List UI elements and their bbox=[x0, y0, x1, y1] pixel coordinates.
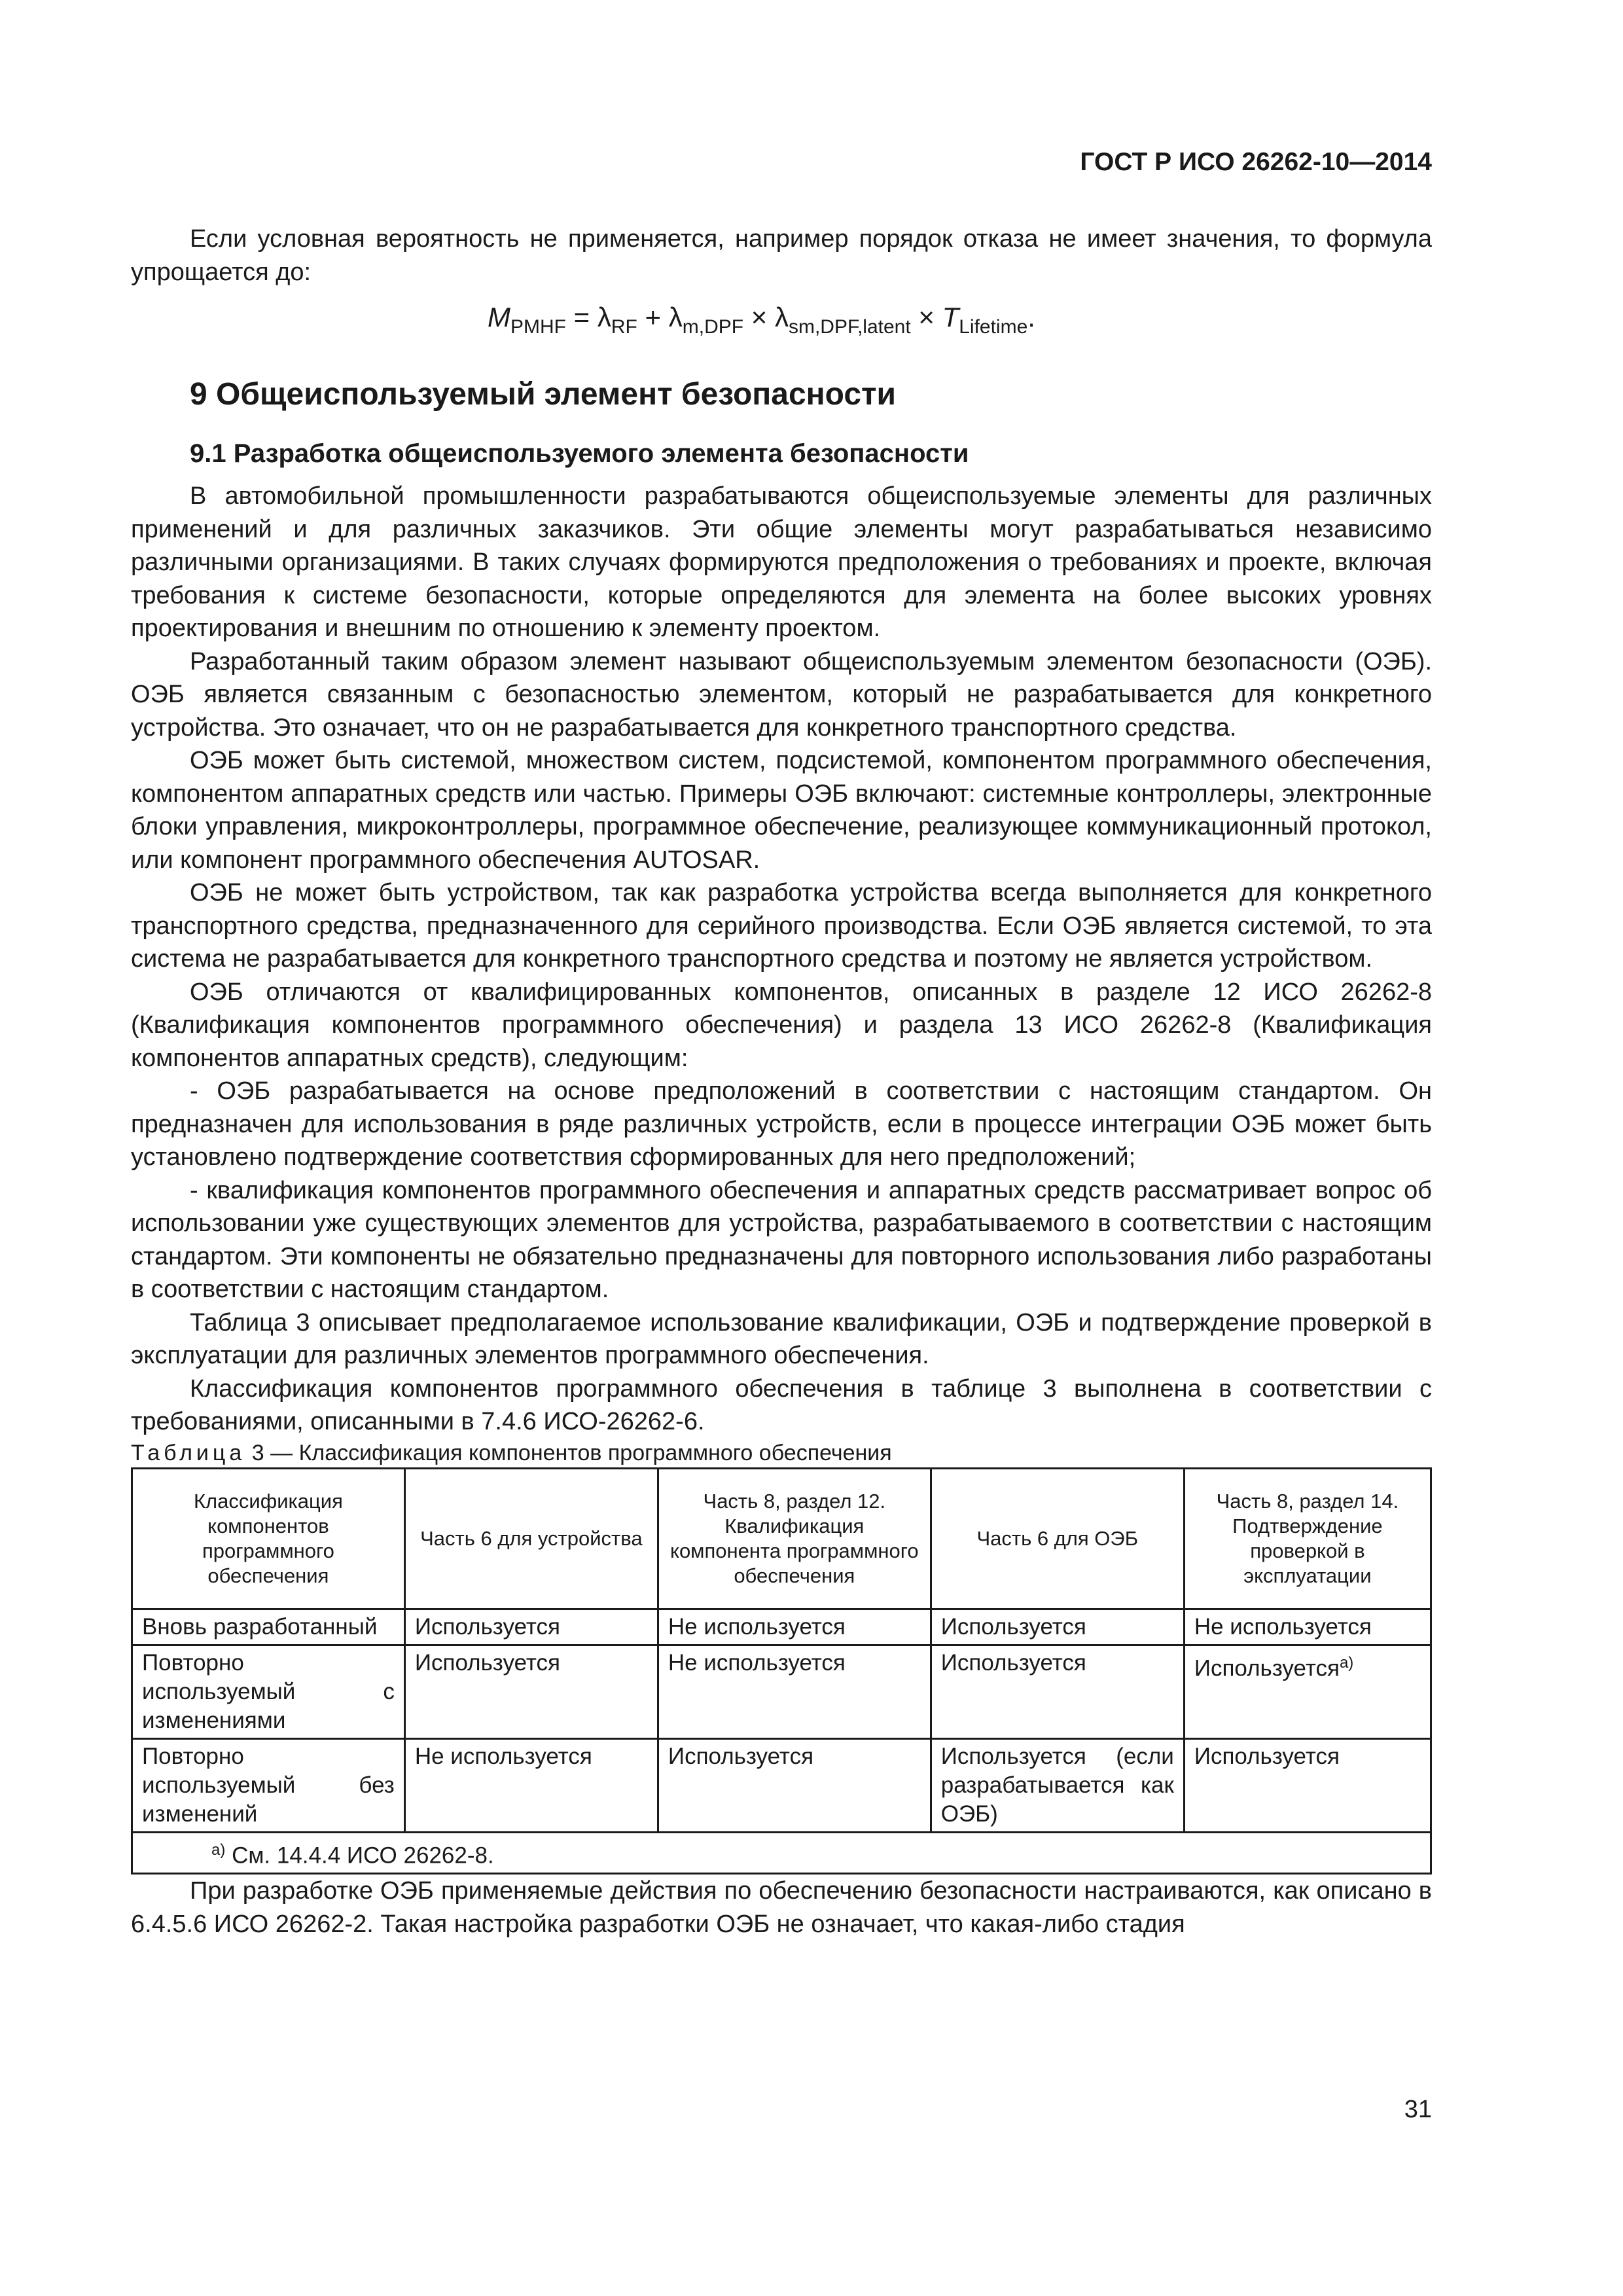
section-heading: 9 Общеиспользуемый элемент безопасности bbox=[190, 377, 897, 412]
table-header-cell: Часть 6 для ОЭБ bbox=[931, 1468, 1184, 1609]
table-cell: Используется bbox=[931, 1645, 1184, 1738]
formula-lambda-rf-sub: RF bbox=[611, 316, 637, 338]
table-cell: Повторно используемый без изменений bbox=[132, 1738, 405, 1832]
body-paragraph: ОЭБ отличаются от квалифицированных компонентов, описанных в разделе 12 ИСО 26262-8 (Квалификация компонентов программного обеспечения) и раздела 13 ИСО 26262-8 (Квалификация компонентов аппаратных средств), следующим: bbox=[131, 978, 1432, 1072]
table-header-cell: Часть 8, раздел 12. Квалификация компонента программного обеспечения bbox=[658, 1468, 931, 1609]
body-paragraph: Разработанный таким образом элемент называют общеиспользуемым элементом безопасности (ОЭБ). ОЭБ является связанным с безопасностью элементом, который не разрабатывается для конкретного устройства. Это означает, что он не разрабатывается для конкретного транспортного средства. bbox=[131, 647, 1432, 742]
formula-lambda-rf: λ bbox=[597, 302, 611, 332]
table-cell: Используется bbox=[404, 1645, 658, 1738]
table-cell-with-footnote bbox=[1184, 1645, 1431, 1738]
body-paragraph: ОЭБ может быть системой, множеством систем, подсистемой, компонентом программного обеспечения, компонентом аппаратных средств или частью. Примеры ОЭБ включают: системные контроллеры, электронные блоки управления, микроконтроллеры, программное обеспечение, реализующее коммуникационный протокол, или компонент программного обеспечения AUTOSAR. bbox=[131, 747, 1432, 874]
body-paragraph: Классификация компонентов программного обеспечения в таблице 3 выполнена в соответствии с требованиями, описанными в 7.4.6 ИСО-26262-6. bbox=[131, 1374, 1432, 1435]
footnote-marker: а) bbox=[211, 1840, 226, 1859]
classification-table bbox=[131, 1467, 1432, 1875]
table-caption-text: — Классификация компонентов программного обеспечения bbox=[270, 1440, 892, 1465]
pmhf-formula bbox=[131, 298, 1432, 337]
formula-lambda-sm: λ bbox=[774, 302, 789, 332]
footnote-marker: а) bbox=[1339, 1653, 1354, 1672]
table-footnote-row bbox=[132, 1832, 1431, 1874]
intro-paragraph: Если условная вероятность не применяется, например порядок отказа не имеет значения, то формула упрощается до: bbox=[131, 225, 1432, 286]
formula-lambda-sm-sub: sm,DPF,latent bbox=[788, 316, 911, 338]
body-paragraph: В автомобильной промышленности разрабатываются общеиспользуемые элементы для различных применений и для различных заказчиков. Эти общие элементы могут разрабатываться независимо различными организациями. В таких случаях формируются предположения о требованиях и проекте, включая требования к системе безопасности, которые определяются для элемента на более высоких уровнях проектирования и внешним по отношению к элементу проектом. bbox=[131, 482, 1432, 642]
table-row bbox=[132, 1738, 1431, 1832]
table-cell-text: Используется bbox=[1194, 1655, 1340, 1681]
table-header-cell: Классификация компонентов программного обеспечения bbox=[132, 1468, 405, 1609]
table-caption-label: Таблица bbox=[131, 1440, 246, 1465]
formula-end: . bbox=[1027, 302, 1035, 332]
standard-code-header: ГОСТ Р ИСО 26262-10—2014 bbox=[1080, 148, 1432, 176]
table-caption bbox=[131, 1439, 1432, 1467]
table-header-row bbox=[132, 1468, 1431, 1609]
formula-times-2: × bbox=[910, 302, 942, 332]
table-row bbox=[132, 1645, 1431, 1738]
formula-times-1: × bbox=[743, 302, 775, 332]
formula-lambda-mdpf: λ bbox=[668, 302, 683, 332]
list-item: - ОЭБ разрабатывается на основе предположений в соответствии с настоящим стандартом. Он предназначен для использования в ряде различных устройств, если в процессе интеграции ОЭБ может быть установлено подтверждение соответствия сформированных для него предположений; bbox=[131, 1077, 1432, 1171]
table-cell: Используется bbox=[658, 1738, 931, 1832]
table-footnote bbox=[132, 1832, 1431, 1874]
closing-paragraph: При разработке ОЭБ применяемые действия по обеспечению безопасности настраиваются, как описано в 6.4.5.6 ИСО 26262-2. Такая настройка разработки ОЭБ не означает, что какая-либо стадия bbox=[131, 1877, 1432, 1938]
table-cell: Используется bbox=[1184, 1738, 1431, 1832]
table-header-cell: Часть 8, раздел 14. Подтверждение проверкой в эксплуатации bbox=[1184, 1468, 1431, 1609]
body-paragraph: Таблица 3 описывает предполагаемое использование квалификации, ОЭБ и подтверждение проверкой в эксплуатации для различных элементов программного обеспечения. bbox=[131, 1308, 1432, 1369]
table-header-cell: Часть 6 для устройства bbox=[404, 1468, 658, 1609]
formula-plus: + bbox=[637, 302, 669, 332]
formula-m-sub: PMHF bbox=[510, 316, 566, 338]
footnote-text: См. 14.4.4 ИСО 26262-8. bbox=[232, 1842, 494, 1869]
table-cell: Используется bbox=[931, 1609, 1184, 1645]
table-cell: Вновь разработанный bbox=[132, 1609, 405, 1645]
formula-lambda-mdpf-sub: m,DPF bbox=[682, 316, 744, 338]
table-cell: Используется bbox=[404, 1609, 658, 1645]
page-content bbox=[131, 223, 1432, 1941]
table-cell: Не используется bbox=[1184, 1609, 1431, 1645]
formula-m: M bbox=[488, 302, 510, 332]
table-row bbox=[132, 1609, 1431, 1645]
table-cell: Не используется bbox=[658, 1645, 931, 1738]
formula-t-sub: Lifetime bbox=[959, 316, 1028, 338]
table-cell: Не используется bbox=[658, 1609, 931, 1645]
table-caption-number: 3 bbox=[251, 1440, 264, 1465]
page-number: 31 bbox=[1404, 2096, 1432, 2123]
table-cell: Не используется bbox=[404, 1738, 658, 1832]
subsection-heading: 9.1 Разработка общеиспользуемого элемента безопасности bbox=[190, 439, 969, 468]
list-item: - квалификация компонентов программного обеспечения и аппаратных средств рассматривает вопрос об использовании уже существующих элементов для устройства, разрабатываемого в соответствии с настоящим стандартом. Эти компоненты не обязательно предназначены для повторного использования либо разработаны в соответствии с настоящим стандартом. bbox=[131, 1176, 1432, 1303]
formula-eq: = bbox=[566, 302, 597, 332]
table-cell: Повторно используемый с изменениями bbox=[132, 1645, 405, 1738]
formula-t: T bbox=[942, 302, 959, 332]
body-paragraph: ОЭБ не может быть устройством, так как разработка устройства всегда выполняется для конкретного транспортного средства, предназначенного для серийного производства. Если ОЭБ является системой, то эта система не разрабатывается для конкретного транспортного средства и поэтому не является устройством. bbox=[131, 879, 1432, 973]
table-cell: Используется (если разрабатывается как ОЭБ) bbox=[931, 1738, 1184, 1832]
